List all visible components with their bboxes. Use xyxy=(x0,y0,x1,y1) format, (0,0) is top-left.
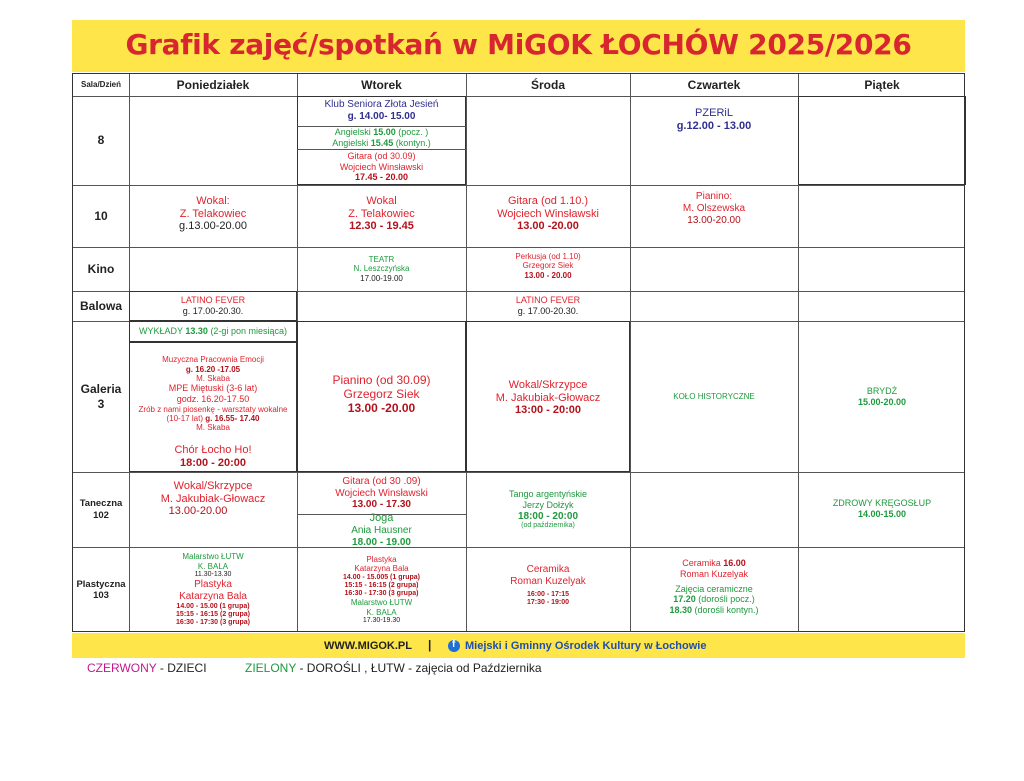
schedule-entry: Angielski 15.00 (pocz. ) Angielski 15.45 (kontyn.) xyxy=(332,126,431,148)
schedule-entry: Wokal: Z. Telakowiec g.13.00-20.00 xyxy=(179,194,247,233)
schedule-entry: Ceramika 16.00 Roman Kuzelyak Zajęcia ceramiczne 17.20 (dorośli pocz.) 18.30 (dorośli kontyn.) xyxy=(669,558,759,615)
facebook-page-link[interactable]: Miejski i Gminny Ośrodek Kultury w Łochowie xyxy=(465,640,707,652)
schedule-entry: Wokal Z. Telakowiec 12.30 - 19.45 xyxy=(348,194,415,233)
column-header-room: Sala/Dzień xyxy=(80,80,121,90)
schedule-entry: Perkusja (od 1.10) Grzegorz Siek 13.00 - 20.00 xyxy=(515,251,581,280)
page-title: Grafik zajęć/spotkań w MiGOK ŁOCHÓW 2025/2026 xyxy=(125,28,912,61)
schedule-entry: Gitara (od 30 .09) Wojciech Winsławski 13.00 - 17.30 xyxy=(335,475,428,511)
grid-line xyxy=(73,185,964,186)
legend-adults: ZIELONY - DOROŚLI , ŁUTW - zajęcia od Października xyxy=(245,661,542,675)
schedule-entry: WYKŁADY 13.30 (2-gi pon miesiąca) xyxy=(139,326,287,337)
schedule-entry: Pianino (od 30.09) Grzegorz Siek 13.00 -20.00 xyxy=(332,372,431,416)
schedule-entry: LATINO FEVER g. 17.00-20.30. xyxy=(180,295,246,316)
schedule-entry: KOŁO HISTORYCZNE xyxy=(673,392,755,402)
schedule-entry: Gitara (od 1.10.) Wojciech Winsławski 13.00 -20.00 xyxy=(497,194,599,233)
column-header-wednesday: Środa xyxy=(530,77,565,92)
footer-separator: | xyxy=(428,638,432,652)
room-label: Taneczna 102 xyxy=(79,498,123,521)
schedule-entry: Chór Łocho Ho! 18:00 - 20:00 xyxy=(174,444,252,469)
schedule-entry: Muzyczna Pracownia Emocji g. 16.20 -17.05 M. Skaba MPE Miętuski (3-6 lat) godz. 16.20-17.50 Zrób z nami piosenkę - warsztaty wokalne (10-17 lat) g. 16.55- 17.40 M. Skaba xyxy=(138,355,288,433)
schedule-entry: ZDROWY KRĘGOSŁUP 14.00-15.00 xyxy=(832,498,932,519)
column-header-tuesday: Wtorek xyxy=(361,77,402,92)
room-label: Galeria 3 xyxy=(80,382,122,411)
schedule-entry: Wokal/Skrzypce M. Jakubiak-Głowacz 13:00 - 20:00 xyxy=(495,378,601,417)
schedule-entry: Pianino: M. Olszewska 13.00-20.00 xyxy=(682,191,746,226)
schedule-entry: TEATR N. Leszczyńska 17.00-19.00 xyxy=(353,254,410,283)
schedule-entry: Malarstwo ŁUTW K. BALA 11.30-13.30 Plastyka Katarzyna Bala 14.00 - 15.00 (1 grupa) 15:15 - 16:15 (2 grupa) 16:30 - 17:30 (3 grupa) xyxy=(176,552,250,627)
website-link[interactable]: WWW.MIGOK.PL xyxy=(324,640,412,652)
schedule-entry: BRYDŻ 15.00-20.00 xyxy=(857,386,907,407)
room-label: 10 xyxy=(94,208,108,223)
schedule-entry: Wokal/Skrzypce M. Jakubiak-Głowacz 13.00-20.00 xyxy=(160,479,266,518)
schedule-entry: Klub Seniora Złota Jesień g. 14.00- 15.00 xyxy=(324,99,439,122)
schedule-entry: Tango argentyńskie Jerzy Dołżyk 18:00 - 20:00 (od października) xyxy=(508,489,588,530)
column-header-friday: Piątek xyxy=(864,77,900,92)
room-label: Kino xyxy=(87,261,115,276)
facebook-icon[interactable] xyxy=(448,640,460,652)
schedule-entry: Gitara (od 30.09) Wojciech Winsławski 17.45 - 20.00 xyxy=(339,151,424,183)
schedule-entry: Plastyka Katarzyna Bala 14.00 - 15.005 (1 grupa) 15:15 - 16:15 (2 grupa) 16:30 - 17:30 (3 grupa) Malarstwo ŁUTW K. BALA 17.30-19.30 xyxy=(342,554,421,625)
room-label: Plastyczna 103 xyxy=(76,578,126,601)
column-header-thursday: Czwartek xyxy=(687,77,741,92)
schedule-entry: Joga Ania Hausner 18.00 - 19.00 xyxy=(351,512,412,548)
room-label: Balowa xyxy=(79,298,122,313)
room-label: 8 xyxy=(97,133,105,148)
schedule-table xyxy=(72,73,965,632)
schedule-entry: PZERiL g.12.00 - 13.00 xyxy=(676,107,752,132)
cell-box xyxy=(798,96,966,185)
schedule-entry: Ceramika Roman Kuzelyak 16:00 - 17:15 17:30 - 19:00 xyxy=(510,564,586,607)
column-header-monday: Poniedziałek xyxy=(176,77,250,92)
grid-line xyxy=(73,472,964,473)
schedule-entry: LATINO FEVER g. 17.00-20.30. xyxy=(515,295,581,316)
legend-children: CZERWONY - DZIECI xyxy=(87,661,207,675)
